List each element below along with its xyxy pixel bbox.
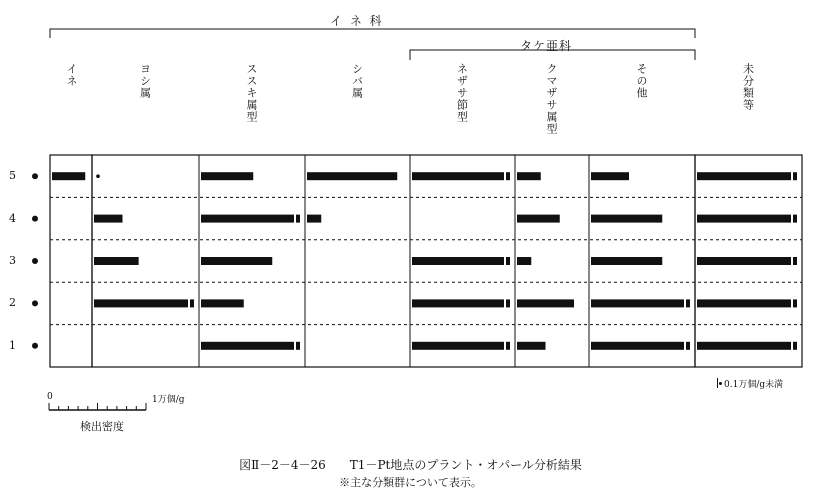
- bar: [517, 342, 546, 350]
- bar-overflow-mark: [793, 342, 797, 350]
- bar: [697, 299, 791, 307]
- sample-label: 4: [9, 211, 16, 225]
- bar: [412, 299, 504, 307]
- scale-title: 検出密度: [80, 420, 124, 433]
- bar-overflow-mark: [793, 172, 797, 180]
- family-label: イ ネ 科: [330, 14, 384, 28]
- category-label: ススキ属型: [245, 63, 258, 123]
- bar: [412, 172, 504, 180]
- bar-overflow-mark: [296, 342, 300, 350]
- bar-overflow-mark: [296, 215, 300, 223]
- subfamily-label: タケ亜科: [520, 39, 573, 53]
- sample-dot: [32, 300, 38, 306]
- bar: [697, 172, 791, 180]
- bar: [412, 257, 504, 265]
- bar: [591, 172, 629, 180]
- bar: [591, 215, 662, 223]
- bar-overflow-mark: [506, 342, 510, 350]
- category-label: ヨシ属: [138, 63, 152, 99]
- legend-note-marker: [717, 378, 718, 388]
- bar: [517, 257, 531, 265]
- sample-label: 5: [9, 169, 16, 183]
- bar: [697, 257, 791, 265]
- plot-frame-0: [50, 155, 92, 367]
- sample-dot: [32, 216, 38, 222]
- bar: [52, 172, 85, 180]
- family-bracket: [50, 29, 695, 38]
- category-label: 未分類等: [741, 63, 755, 111]
- bar-overflow-mark: [793, 257, 797, 265]
- bar: [517, 215, 560, 223]
- bar-overflow-mark: [793, 299, 797, 307]
- figure-caption: 図Ⅱ－2－4－26 T1－Pt地点のプラント・オパール分析結果: [239, 458, 582, 472]
- category-label: その他: [635, 63, 648, 99]
- bar-overflow-mark: [686, 342, 690, 350]
- bar: [697, 342, 791, 350]
- sample-dot: [32, 343, 38, 349]
- category-label: イネ: [65, 63, 78, 87]
- bar: [697, 215, 791, 223]
- bar: [307, 215, 321, 223]
- bar: [517, 172, 541, 180]
- legend-note-text: 0.1万個/g未満: [724, 380, 784, 390]
- bar: [591, 299, 684, 307]
- bar-overflow-mark: [506, 257, 510, 265]
- bar-overflow-mark: [793, 215, 797, 223]
- bar: [307, 172, 397, 180]
- legend-note-dot: [719, 382, 722, 385]
- bar: [591, 257, 662, 265]
- bar: [201, 172, 253, 180]
- sample-dot: [32, 173, 38, 179]
- bar-overflow-mark: [190, 299, 194, 307]
- sample-label: 1: [9, 338, 16, 352]
- category-label: クマザサ属型: [545, 63, 558, 135]
- legend-note: [717, 377, 783, 390]
- category-label: シバ属: [350, 63, 364, 99]
- bar: [201, 342, 294, 350]
- bar: [201, 257, 272, 265]
- scale-zero-label: 0: [47, 392, 53, 402]
- bar: [201, 215, 294, 223]
- sample-label: 3: [9, 254, 16, 267]
- bar: [201, 299, 244, 307]
- sample-label: 2: [9, 296, 16, 310]
- trace-dot: [96, 174, 100, 178]
- bar-overflow-mark: [506, 172, 510, 180]
- scale-max-label: 1万個/g: [152, 395, 185, 405]
- bar: [94, 299, 188, 307]
- category-label: ネザサ節型: [455, 63, 469, 123]
- figure-note: ※主な分類群について表示。: [339, 476, 482, 489]
- bar: [94, 215, 123, 223]
- sample-dot: [32, 258, 38, 264]
- bar: [94, 257, 139, 265]
- bar: [517, 299, 574, 307]
- bar: [591, 342, 684, 350]
- bar-overflow-mark: [686, 299, 690, 307]
- bar: [412, 342, 504, 350]
- bar-overflow-mark: [506, 299, 510, 307]
